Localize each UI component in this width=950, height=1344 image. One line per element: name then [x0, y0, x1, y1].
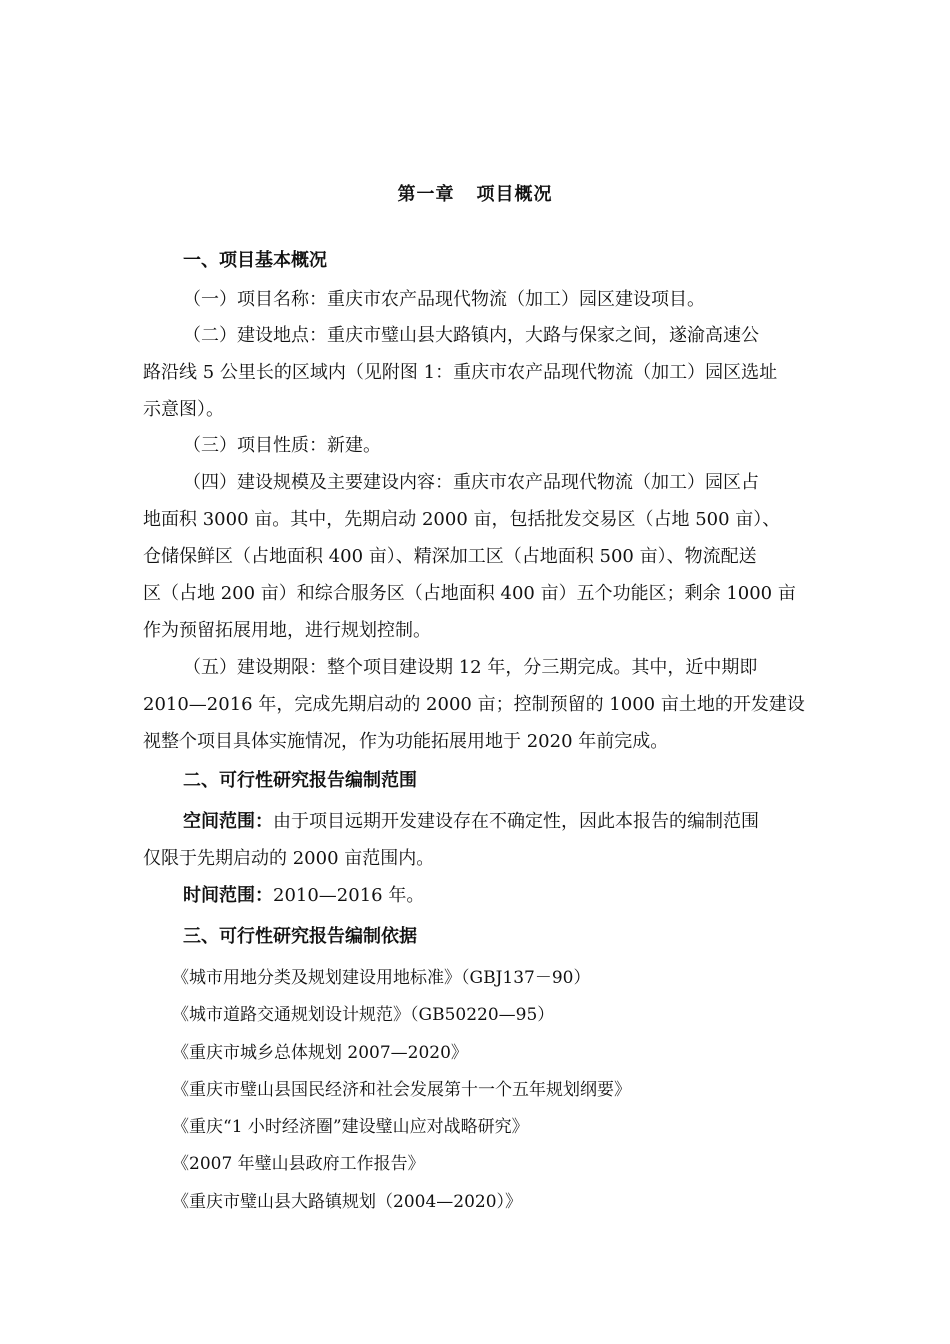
item-location: [143, 317, 809, 428]
paragraph-line: 2010—2016 年，完成先期启动的 2000 亩；控制预留的 1000 亩土地的开发建设: [143, 694, 805, 715]
section3-heading: 三、可行性研究报告编制依据: [183, 926, 417, 947]
item-scale: [143, 464, 809, 649]
paragraph-line: （一）项目名称：重庆市农产品现代物流（加工）园区建设项目。: [183, 289, 705, 310]
reference-item: 《重庆市城乡总体规划 2007—2020》: [172, 1042, 468, 1063]
section1-heading: 一、项目基本概况: [183, 250, 327, 271]
reference-item: 《重庆市璧山县国民经济和社会发展第十一个五年规划纲要》: [172, 1079, 631, 1100]
paragraph-line: 视整个项目具体实施情况，作为功能拓展用地于 2020 年前完成。: [143, 731, 669, 752]
reference-item: 《2007 年璧山县政府工作报告》: [172, 1154, 425, 1175]
paragraph-line: （五）建设期限：整个项目建设期 12 年，分三期完成。其中，近中期即: [183, 657, 758, 678]
space-scope: [143, 803, 809, 877]
space-scope-text: 由于项目远期开发建设存在不确定性，因此本报告的编制范围: [273, 811, 759, 832]
paragraph-line: （四）建设规模及主要建设内容：重庆市农产品现代物流（加工）园区占: [183, 472, 759, 493]
paragraph-line: （二）建设地点：重庆市璧山县大路镇内，大路与保家之间，遂渝高速公: [183, 325, 759, 346]
reference-item: 《城市道路交通规划设计规范》（GB50220—95）: [172, 1005, 555, 1026]
time-scope-label: 时间范围：: [183, 885, 273, 906]
reference-item: 《重庆“1 小时经济圈”建设璧山应对战略研究》: [172, 1117, 529, 1138]
chapter-number: 第一章: [397, 184, 455, 205]
reference-list: [172, 960, 631, 1221]
paragraph-line: [143, 803, 809, 840]
chapter-name: 项目概况: [476, 184, 553, 205]
item-project-name: [143, 281, 809, 318]
paragraph-line: 仓储保鲜区（占地面积 400 亩）、精深加工区（占地面积 500 亩）、物流配送: [143, 546, 757, 567]
time-scope-text: 2010—2016 年。: [273, 885, 425, 906]
paragraph-line: [143, 877, 809, 914]
space-scope-label: 空间范围：: [183, 811, 273, 832]
paragraph-line: 示意图）。: [143, 399, 224, 420]
item-period: [143, 649, 809, 760]
reference-item: 《城市用地分类及规划建设用地标准》（GBJ137－90）: [172, 968, 591, 988]
paragraph-line: 地面积 3000 亩。其中，先期启动 2000 亩，包括批发交易区（占地 500 亩）、: [143, 509, 781, 530]
chapter-title: [0, 180, 950, 206]
section2-heading: 二、可行性研究报告编制范围: [183, 770, 417, 791]
paragraph-line: 路沿线 5 公里长的区域内（见附图 1：重庆市农产品现代物流（加工）园区选址: [143, 362, 778, 383]
item-nature: [143, 427, 809, 464]
paragraph-line: 作为预留拓展用地，进行规划控制。: [143, 620, 431, 641]
paragraph-line: 区（占地 200 亩）和综合服务区（占地面积 400 亩）五个功能区；剩余 1000 亩: [143, 583, 796, 604]
time-scope: [143, 877, 809, 914]
paragraph-line: （三）项目性质：新建。: [183, 435, 381, 456]
paragraph-line: 仅限于先期启动的 2000 亩范围内。: [143, 848, 435, 869]
reference-item: 《重庆市璧山县大路镇规划（2004—2020）》: [172, 1191, 523, 1212]
